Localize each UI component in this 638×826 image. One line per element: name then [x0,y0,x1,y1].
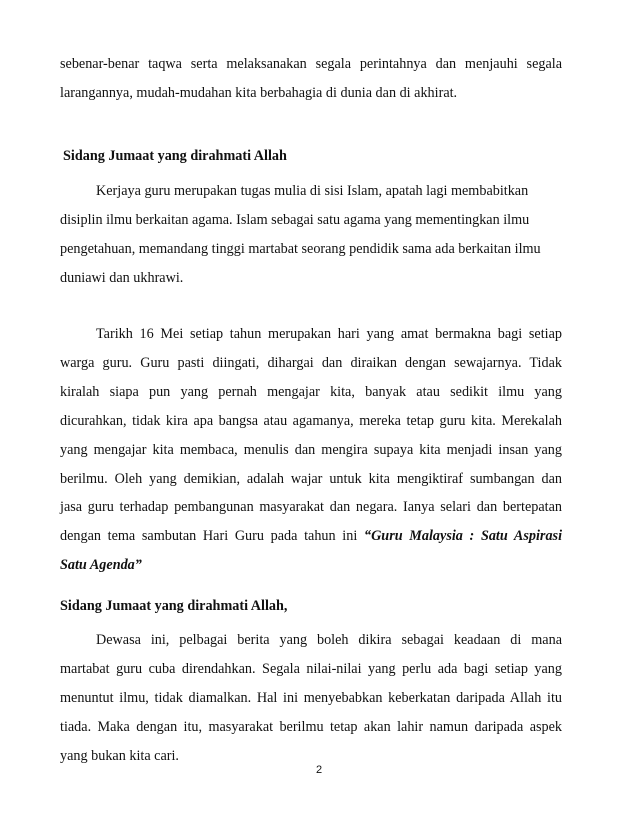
text-line: larangannya, mudah-mudahan kita berbahagia di dunia dan di akhirat. [60,84,458,101]
text-line: yang bukan kita cari. [60,747,179,764]
text-segment: dengan tema sambutan Hari Guru pada tahun ini [60,528,358,545]
text-line: sebenar-benar taqwa serta melaksanakan segala perintahnya dan menjauhi segala [60,56,562,72]
text-line: jasa guru terhadap pembangunan masyarakat dan negara. Ianya selari dan bertepatan [60,499,562,516]
text-line: duniawi dan ukhrawi. [60,269,184,286]
paragraph-dewasa-ini [60,626,562,771]
paragraph-hari-guru [60,320,562,580]
text-line: warga guru. Guru pasti diingati, dihargai dan diraikan dengan sewajarnya. Tidak [60,354,562,371]
text-line: menuntut ilmu, tidak diamalkan. Hal ini menyebabkan keberkatan daripada Allah itu [60,689,562,706]
text-line: Kerjaya guru merupakan tugas mulia di sisi Islam, apatah lagi membabitkan [96,183,529,199]
text-line: Tarikh 16 Mei setiap tahun merupakan hari yang amat bermakna bagi setiap [96,326,562,342]
theme-quote: “Guru Malaysia : Satu Aspirasi [363,528,563,545]
paragraph-kerjaya-guru [60,177,562,293]
theme-quote-end: Satu Agenda” [60,557,142,574]
text-line: pengetahuan, memandang tinggi martabat seorang pendidik sama ada berkaitan ilmu [60,240,541,257]
page-number: 2 [315,764,323,776]
text-line: martabat guru cuba direndahkan. Segala nilai-nilai yang perlu ada bagi setiap yang [60,660,562,677]
text-line: disiplin ilmu berkaitan agama. Islam sebagai satu agama yang mementingkan ilmu [60,211,530,228]
text-line [60,522,562,551]
text-line: tiada. Maka dengan itu, masyarakat berilmu tetap akan lahir namun daripada aspek [60,718,562,735]
text-line: kiralah siapa pun yang pernah mengajar kita, banyak atau sedikit ilmu yang [60,383,562,400]
paragraph-continuation [60,50,562,108]
text-line: dicurahkan, tidak kira apa bangsa atau agamanya, mereka tetap guru kita. Merekalah [60,412,562,429]
text-line: berilmu. Oleh yang demikian, adalah wajar untuk kita mengiktiraf sumbangan dan [60,470,562,487]
section-heading: Sidang Jumaat yang dirahmati Allah, [60,598,288,614]
section-heading: Sidang Jumaat yang dirahmati Allah [63,148,287,164]
text-line: yang mengajar kita membaca, menulis dan mengira supaya kita menjadi insan yang [60,441,562,458]
text-line: Dewasa ini, pelbagai berita yang boleh dikira sebagai keadaan di mana [96,632,562,648]
